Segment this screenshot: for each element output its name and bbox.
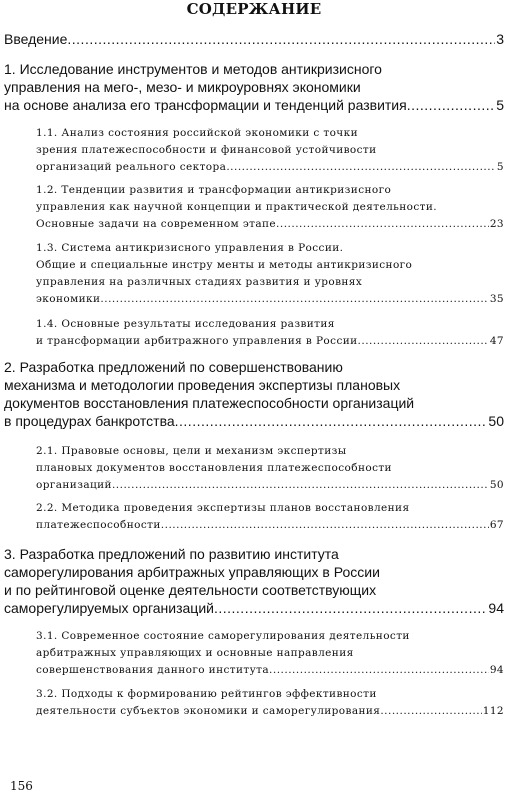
toc-page-number: 67	[489, 519, 504, 531]
toc-entry-last-line	[36, 477, 504, 494]
toc-entry-last-line	[4, 412, 504, 430]
toc-entry	[36, 628, 504, 679]
toc-entry-line: 3.2. Подходы к формированию рейтингов эффективности	[36, 688, 377, 700]
toc-entry-text: саморегулируемых организаций	[4, 600, 214, 616]
toc-page-number: 50	[489, 479, 504, 491]
toc-entry-text: платежеспособности	[36, 519, 161, 531]
toc-entry-line: Общие и специальные инстру менты и методы антикризисного	[36, 259, 413, 271]
toc-entry-line: плановых документов восстановления платежеспособности	[36, 462, 392, 474]
toc-entry-line: 1.1. Анализ состояния российской экономики с точки	[36, 127, 359, 139]
dot-leader	[161, 517, 489, 534]
toc-entry-line: 1.3. Система антикризисного управления в России.	[36, 242, 344, 254]
toc-page-number: 3	[496, 31, 504, 47]
dot-leader	[269, 662, 489, 679]
dot-leader	[276, 216, 489, 233]
toc-entry-text: организаций	[36, 479, 112, 491]
toc-page-number: 94	[488, 600, 504, 616]
toc-entry	[36, 443, 504, 494]
toc-entry-text: организаций реального сектора	[36, 161, 227, 173]
toc-entry-text: в процедурах банкротства	[4, 413, 175, 429]
toc-entry-last-line	[36, 159, 504, 176]
toc-entry-last-line	[36, 517, 504, 534]
toc-entry-last-line	[36, 291, 504, 308]
toc-entry-last-line	[4, 30, 504, 48]
toc-entry-line: 2. Разработка предложений по совершенствованию	[4, 359, 343, 375]
dot-leader	[67, 30, 495, 48]
toc-entry-text: экономики	[36, 293, 101, 305]
toc-entry-text: Основные задачи на современном этапе	[36, 218, 277, 230]
toc-entry-last-line	[36, 216, 504, 233]
toc-entry-line: 1.4. Основные результаты исследования развития	[36, 318, 335, 330]
toc-entry	[36, 686, 504, 720]
toc-entry	[4, 30, 504, 48]
toc-entry	[4, 545, 504, 617]
page-number: 156	[10, 779, 33, 793]
toc-entry-text: и трансформации арбитражного управления в России	[36, 335, 358, 347]
dot-leader	[226, 159, 496, 176]
toc-page-number: 35	[489, 293, 504, 305]
toc-entry-text: Введение	[4, 31, 68, 47]
toc-page-number: 47	[489, 335, 504, 347]
toc-entry	[36, 500, 504, 534]
dot-leader	[407, 96, 495, 114]
toc-entry	[36, 125, 504, 176]
toc-entry-line: 2.1. Правовые основы, цели и механизм экспертизы	[36, 445, 347, 457]
toc-entry-line: арбитражных управляющих и основные направления	[36, 647, 354, 659]
toc-entry-last-line	[36, 662, 504, 679]
toc-entry	[36, 182, 504, 233]
toc-entry-text: совершенствования данного института	[36, 664, 270, 676]
toc-page-number: 112	[482, 705, 504, 717]
toc-page-number: 23	[489, 218, 504, 230]
toc-entry-line: документов восстановления платежеспособности организаций	[4, 395, 415, 411]
toc-entry-line: зрения платежеспособности и финансовой устойчивости	[36, 144, 377, 156]
toc-entry-line: управления на различных стадиях развития и уровнях	[36, 276, 363, 288]
toc-entry-text: на основе анализа его трансформации и тенденций развития	[4, 97, 407, 113]
dot-leader	[214, 599, 487, 617]
toc-entry	[36, 240, 504, 308]
dot-leader	[112, 477, 489, 494]
toc-entry-line: 1.2. Тенденции развития и трансформации антикризисного	[36, 184, 392, 196]
toc-entry-line: механизма и методологии проведения экспертизы плановых	[4, 377, 401, 393]
page-title: СОДЕРЖАНИЕ	[186, 0, 322, 18]
toc-entry	[36, 316, 504, 350]
toc-entry	[4, 358, 504, 430]
toc-entry-text: деятельности субъектов экономики и саморегулирования	[36, 705, 381, 717]
toc-entry-last-line	[4, 96, 504, 114]
toc-entry-line: саморегулирования арбитражных управляющих в России	[4, 564, 380, 580]
dot-leader	[100, 291, 488, 308]
toc-entry-line: управления как научной концепции и практической деятельности.	[36, 201, 437, 213]
toc-page-number: 50	[488, 413, 504, 429]
dot-leader	[380, 703, 481, 720]
toc-page-number: 5	[496, 161, 504, 173]
toc-entry-last-line	[36, 333, 504, 350]
toc-entry-line: 3.1. Современное состояние саморегулирования деятельности	[36, 630, 410, 642]
toc-entry-last-line	[36, 703, 504, 720]
toc-entry-line: 1. Исследование инструментов и методов антикризисного	[4, 61, 382, 77]
toc-page-number: 94	[489, 664, 504, 676]
toc-entry-line: и по рейтинговой оценке деятельности соответствующих	[4, 582, 377, 598]
toc-entry-line: управления на мего-, мезо- и микроуровнях экономики	[4, 79, 361, 95]
dot-leader	[358, 333, 489, 350]
toc-entry-last-line	[4, 599, 504, 617]
toc-page-number: 5	[496, 97, 504, 113]
dot-leader	[175, 412, 488, 430]
toc-entry-line: 2.2. Методика проведения экспертизы планов восстановления	[36, 502, 410, 514]
toc-entry-line: 3. Разработка предложений по развитию института	[4, 546, 339, 562]
toc-entry	[4, 60, 504, 114]
